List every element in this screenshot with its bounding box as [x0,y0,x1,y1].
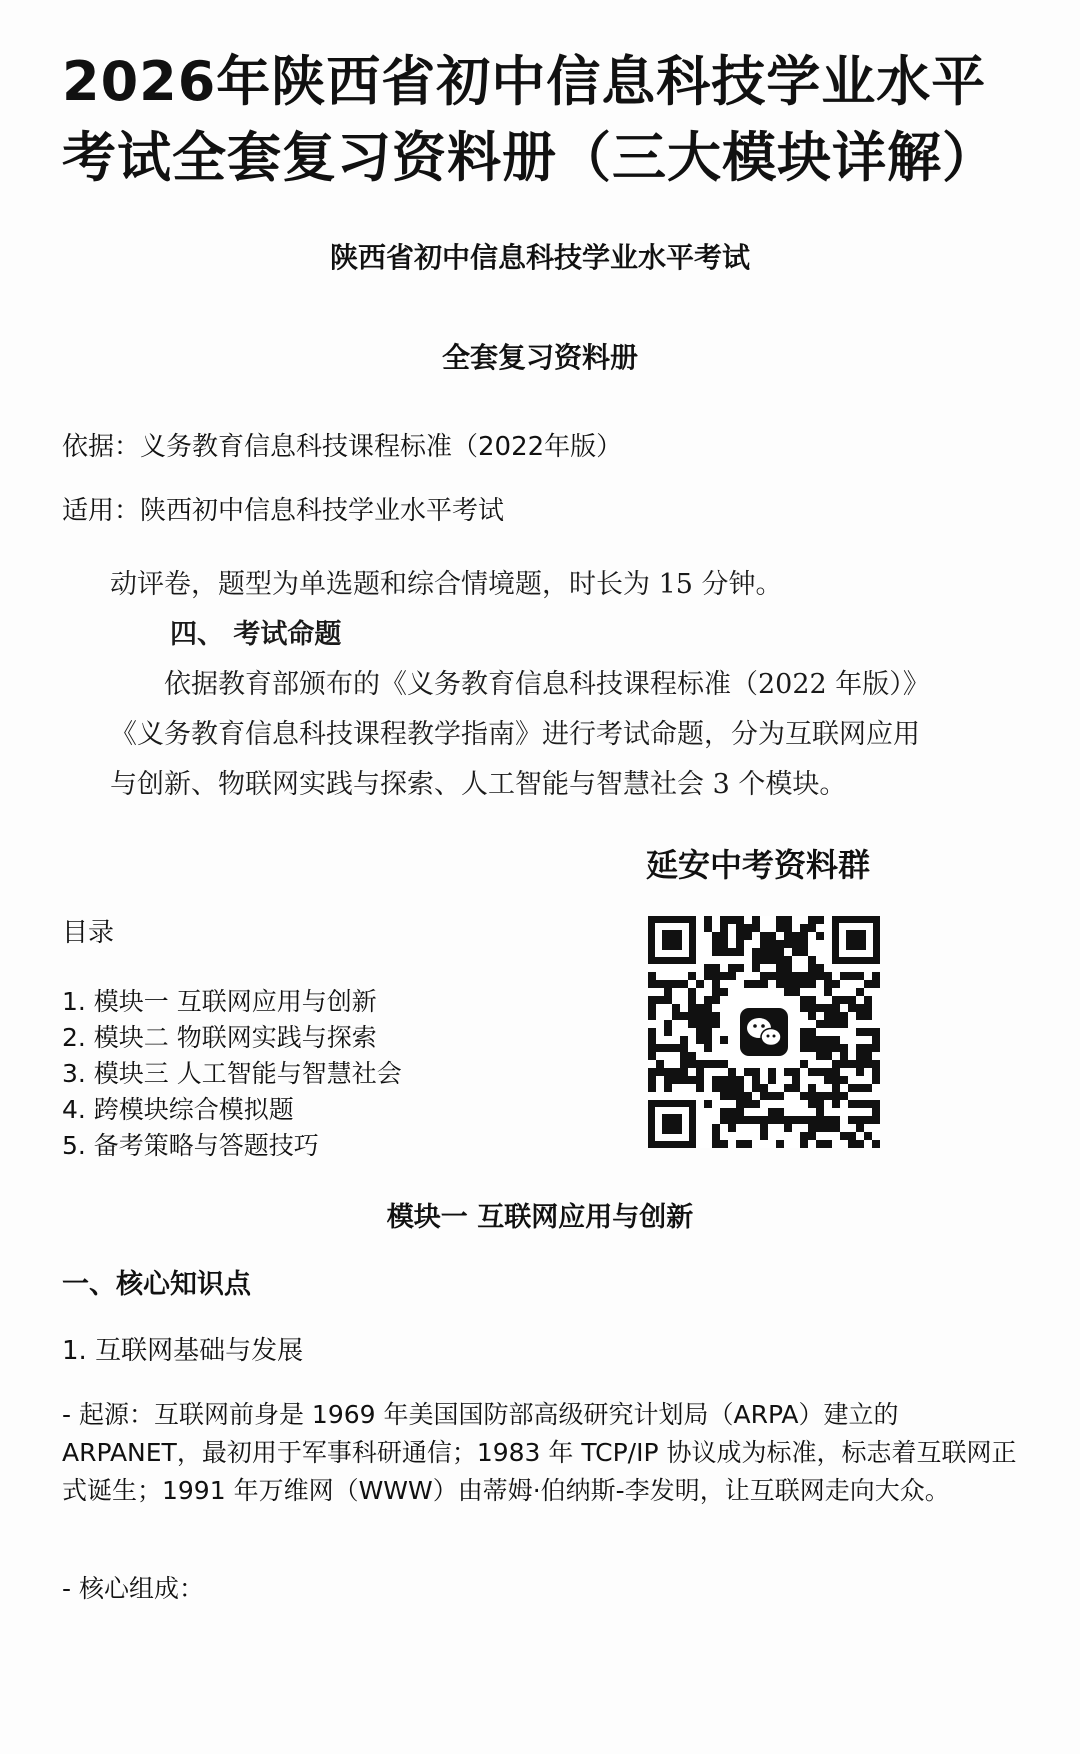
qr-code-image [648,916,880,1148]
components-label: - 核心组成： [62,1574,204,1603]
toc-label: 目录 [62,918,115,948]
excerpt-heading: 四、 考试命题 [170,619,342,650]
excerpt-paragraph: 依据教育部颁布的《义务教育信息科技课程标准（2022 年版）》《义务教育信息科技课程教学指南》进行考试命题，分为互联网应用与创新、物联网实践与探索、人工智能与智慧社会 3 个模块。 [110,669,930,800]
excerpt-line: 动评卷，题型为单选题和综合情境题，时长为 15 分钟。 [110,569,783,600]
topic-heading: 1. 互联网基础与发展 [62,1336,304,1366]
toc-item[interactable]: 2. 模块二 物联网实践与探索 [62,1023,377,1052]
core-knowledge-heading: 一、核心知识点 [62,1269,251,1300]
scanned-excerpt [110,560,930,810]
toc-item[interactable]: 5. 备考策略与答题技巧 [62,1131,319,1160]
applicable-line: 适用：陕西初中信息科技学业水平考试 [62,496,505,526]
exam-name-heading: 陕西省初中信息科技学业水平考试 [329,241,750,274]
wechat-icon [740,1008,788,1056]
document-title: 2026年陕西省初中信息科技学业水平考试全套复习资料册（三大模块详解） [62,50,997,189]
toc-item[interactable]: 3. 模块三 人工智能与智慧社会 [62,1059,402,1088]
module-one-title: 模块一 互联网应用与创新 [386,1202,694,1233]
basis-line: 依据：义务教育信息科技课程标准（2022年版） [62,432,623,462]
table-of-contents [62,984,402,1164]
qr-caption: 延安中考资料群 [646,846,871,884]
qr-code[interactable] [648,916,880,1148]
booklet-name-heading: 全套复习资料册 [441,341,638,374]
toc-item[interactable]: 4. 跨模块综合模拟题 [62,1095,294,1124]
origin-paragraph: - 起源：互联网前身是 1969 年美国国防部高级研究计划局（ARPA）建立的 ARPANET，最初用于军事科研通信；1983 年 TCP/IP 协议成为标准，标志着互联网正式诞生；1991 年万维网（WWW）由蒂姆·伯纳斯-李发明，让互联网走向大众。 [62,1400,1017,1505]
toc-item[interactable]: 1. 模块一 互联网应用与创新 [62,987,377,1016]
